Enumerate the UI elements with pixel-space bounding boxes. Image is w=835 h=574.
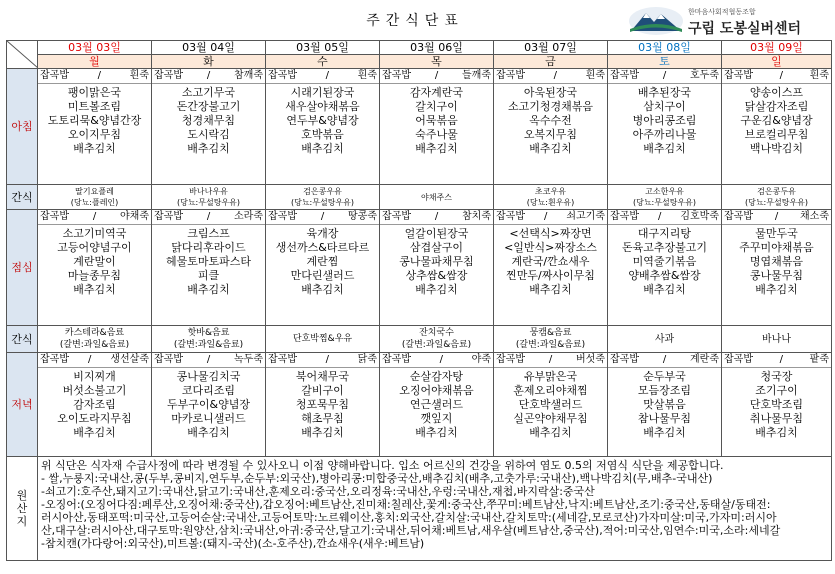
snack-name: 핫바&음료 bbox=[187, 328, 230, 338]
dish: 배추김치 bbox=[529, 283, 572, 296]
snack-name: 단호박찜&우유 bbox=[292, 334, 353, 344]
weekday-cell: 화 bbox=[152, 55, 266, 69]
meal-cell bbox=[152, 210, 266, 326]
dish: 배추김치 bbox=[73, 283, 116, 296]
date-cell: 03월 09일 bbox=[722, 41, 832, 55]
snack-cell bbox=[722, 326, 832, 353]
dish: 배추김치 bbox=[73, 142, 116, 155]
dish: 청경채무침 bbox=[181, 114, 236, 127]
dish: 찐만두/짜사이무침 bbox=[506, 269, 595, 282]
snack-cell bbox=[266, 185, 380, 210]
origin-label: 원산지 bbox=[7, 457, 38, 561]
meal-cell bbox=[38, 353, 152, 457]
rice-header: 잡곡밥 / 흰죽 bbox=[38, 69, 151, 84]
date-cell: 03월 06일 bbox=[380, 41, 494, 55]
snack-name: 딸기요플레 bbox=[75, 187, 114, 196]
snack-note: (당뇨:플레인) bbox=[70, 198, 119, 207]
dish: 오이지무침 bbox=[67, 128, 122, 141]
dish: 배추김치 bbox=[187, 283, 230, 296]
dish: 브로컬리무침 bbox=[744, 128, 809, 141]
dish: 해초무침 bbox=[301, 412, 344, 425]
dish: 배추김치 bbox=[301, 426, 344, 439]
dish: 유부맑은국 bbox=[523, 370, 578, 383]
meal-cell bbox=[152, 353, 266, 457]
dish: 북어채무국 bbox=[295, 370, 350, 383]
center-name: 구립 도봉실버센터 bbox=[688, 21, 802, 37]
breakfast-row bbox=[7, 69, 832, 185]
dish: 훈제오리야채찜 bbox=[513, 384, 588, 397]
dish: 옥수수전 bbox=[529, 114, 572, 127]
dish: 계란찜 bbox=[306, 255, 339, 268]
mountain-logo-icon bbox=[628, 5, 684, 35]
dish: 배추김치 bbox=[301, 142, 344, 155]
dish: 소고기청경채볶음 bbox=[507, 100, 593, 113]
rice-header: 잡곡밥 / 소라죽 bbox=[152, 210, 265, 225]
snack-cell bbox=[152, 185, 266, 210]
afternoon-snack-row bbox=[7, 326, 832, 353]
snack-cell bbox=[494, 326, 608, 353]
snack-label: 간식 bbox=[7, 185, 38, 210]
dish: 만다린샐러드 bbox=[290, 269, 355, 282]
dish: 감자계란국 bbox=[409, 86, 464, 99]
dish: 배추김치 bbox=[187, 426, 230, 439]
dish: 돈간장불고기 bbox=[176, 100, 241, 113]
origin-line: 러시아산,동태포떡:미국산,고등어순살:국내산,고등어토막:노르웨이산,홍치:외국산,갈치살:국내산,갈치토막:(세네갈,모로코산)가자미살:미국,가자미:러시아 bbox=[41, 511, 777, 524]
dish: 청포묵무침 bbox=[295, 398, 350, 411]
dish: 도시락김 bbox=[187, 128, 230, 141]
dish: 육개장 bbox=[306, 227, 339, 240]
dish: 구운김&양념장 bbox=[740, 114, 813, 127]
dish: 오징어야채볶음 bbox=[399, 384, 474, 397]
lunch-label: 점심 bbox=[7, 210, 38, 326]
snack-note: (당뇨:무설탕우유) bbox=[290, 198, 355, 207]
dish: 오복지무침 bbox=[523, 128, 578, 141]
page-title: 주간식단표 bbox=[366, 13, 464, 29]
rice-header: 잡곡밥 / 생선살죽 bbox=[38, 353, 151, 368]
origin-line: - 쌀,누룽지:국내산,콩(두부,콩비지,연두부,순두부:외국산),병아리콩:미합중국산,배추김치(배추,고춧가루:국내산),백나박김치(무,배추-국내산) bbox=[41, 472, 713, 485]
dish: <일반식>짜장소스 bbox=[504, 241, 597, 254]
dish: 실곤약야채무침 bbox=[513, 412, 588, 425]
meal-cell bbox=[722, 353, 832, 457]
weekday-cell: 목 bbox=[380, 55, 494, 69]
dish: 배추김치 bbox=[415, 283, 458, 296]
snack-note: (갈변:과일&음료) bbox=[59, 340, 130, 350]
dish: 갈비구이 bbox=[301, 384, 344, 397]
snack-cell bbox=[380, 326, 494, 353]
dish: 대구지리탕 bbox=[637, 227, 692, 240]
meal-cell bbox=[608, 353, 722, 457]
snack-name: 바나나우유 bbox=[189, 187, 228, 196]
snack-name: 검은콩두유 bbox=[757, 187, 796, 196]
dish: 병아리콩조림 bbox=[632, 114, 697, 127]
dish: 시래기된장국 bbox=[290, 86, 355, 99]
date-cell: 03월 07일 bbox=[494, 41, 608, 55]
dish: 소고기미역국 bbox=[62, 227, 127, 240]
snack-name: 검은콩우유 bbox=[303, 187, 342, 196]
rice-header: 잡곡밥 / 땅콩죽 bbox=[266, 210, 379, 225]
dish: 순두부국 bbox=[643, 370, 686, 383]
dish: 코다리조림 bbox=[181, 384, 236, 397]
dish: 취나물무침 bbox=[749, 412, 804, 425]
dish: 상추쌈&쌈장 bbox=[405, 269, 468, 282]
dish: 마늘종무침 bbox=[67, 269, 122, 282]
snack-note: (당뇨:무설탕우유) bbox=[744, 198, 809, 207]
dish: 주꾸미야채볶음 bbox=[739, 241, 814, 254]
dish: 배추된장국 bbox=[637, 86, 692, 99]
meal-cell bbox=[494, 210, 608, 326]
dish: 미역줄기볶음 bbox=[632, 255, 697, 268]
dish: 콩나물김치국 bbox=[176, 370, 241, 383]
dish: 두부구이&양념장 bbox=[167, 398, 250, 411]
dish: 콩나물파채무침 bbox=[399, 255, 474, 268]
snack-name: 카스테라&음료 bbox=[64, 328, 125, 338]
meal-cell bbox=[722, 210, 832, 326]
rice-header: 잡곡밥 / 야채죽 bbox=[38, 210, 151, 225]
meal-cell bbox=[494, 353, 608, 457]
dish: 피클 bbox=[197, 269, 220, 282]
meal-cell bbox=[38, 69, 152, 185]
date-cell: 03월 05일 bbox=[266, 41, 380, 55]
weekly-menu-table bbox=[6, 40, 832, 561]
meal-cell bbox=[266, 353, 380, 457]
meal-cell bbox=[494, 69, 608, 185]
snack-note: (당뇨:흰우유) bbox=[526, 198, 575, 207]
dish: 배추김치 bbox=[187, 142, 230, 155]
dish: 비지찌개 bbox=[73, 370, 116, 383]
rice-header: 잡곡밥 / 계란죽 bbox=[608, 353, 721, 368]
dish: <선택식>짜장면 bbox=[509, 227, 592, 240]
dish: 아욱된장국 bbox=[523, 86, 578, 99]
rice-header: 잡곡밥 / 흰죽 bbox=[722, 69, 831, 84]
rice-header: 잡곡밥 / 채소죽 bbox=[722, 210, 831, 225]
dish: 배추김치 bbox=[415, 142, 458, 155]
dish: 배추김치 bbox=[529, 426, 572, 439]
snack-cell bbox=[380, 185, 494, 210]
snack-cell bbox=[494, 185, 608, 210]
meal-cell bbox=[608, 210, 722, 326]
dish: 양배추쌈&쌈장 bbox=[628, 269, 701, 282]
dinner-label: 저녁 bbox=[7, 353, 38, 457]
dish: 얼갈이된장국 bbox=[404, 227, 469, 240]
dish: 계란말이 bbox=[73, 255, 116, 268]
rice-header: 잡곡밥 / 참치죽 bbox=[380, 210, 493, 225]
dish: 깻잎지 bbox=[420, 412, 453, 425]
meal-cell bbox=[722, 69, 832, 185]
rice-header: 잡곡밥 / 쇠고기죽 bbox=[494, 210, 607, 225]
snack-cell bbox=[608, 326, 722, 353]
dish: 배추김치 bbox=[643, 283, 686, 296]
rice-header: 잡곡밥 / 호두죽 bbox=[608, 69, 721, 84]
dish: 감자조림 bbox=[73, 398, 116, 411]
rice-header: 잡곡밥 / 흰죽 bbox=[494, 69, 607, 84]
origin-line: -오징어:(오징어다짐:페루산,오징어채:중국산),갑오징어:베트남산,진미채:칠레산,꽃게:중국산,쭈꾸미:베트남산,낙지:베트남산,조기:중국산,동태살/동태전: bbox=[41, 498, 771, 511]
dish: 소고기무국 bbox=[181, 86, 236, 99]
snack-name: 뭉캠&음료 bbox=[529, 328, 572, 338]
meal-cell bbox=[608, 69, 722, 185]
rice-header: 잡곡밥 / 팥죽 bbox=[722, 353, 831, 368]
dish: 헤물토마토파스타 bbox=[165, 255, 251, 268]
dish: 고등어양념구이 bbox=[57, 241, 132, 254]
dish: 버섯소불고기 bbox=[62, 384, 127, 397]
meal-cell bbox=[266, 210, 380, 326]
snack-cell bbox=[152, 326, 266, 353]
rice-header: 잡곡밥 / 녹두죽 bbox=[152, 353, 265, 368]
meal-cell bbox=[152, 69, 266, 185]
dish: 청국장 bbox=[760, 370, 793, 383]
origin-line: -참치캔(가다랑어:외국산),미트볼:(돼지-국산)(소-호주산),깐쇼새우(새우:베트남) bbox=[41, 537, 425, 550]
dish: 닭살감자조림 bbox=[744, 100, 809, 113]
corner-cell bbox=[7, 41, 38, 69]
weekday-cell: 월 bbox=[38, 55, 152, 69]
dish: 모듬장조림 bbox=[637, 384, 692, 397]
snack-name: 초코우유 bbox=[535, 187, 566, 196]
dish: 배추김치 bbox=[301, 283, 344, 296]
origin-line: 산,대구살:러시아산,대구토막:원양산,삼치:국내산,아귀:중국산,달고기:국내산,뒤어채:베트남,새우살(베트남산,중국산),적어:미국산,임연수:미국,소라:세네갈 bbox=[41, 524, 781, 537]
snack-name: 잔치국수 bbox=[419, 328, 454, 338]
rice-header: 잡곡밥 / 야죽 bbox=[380, 353, 493, 368]
origin-line: 위 식단은 식자재 수급사정에 따라 변경될 수 있사오니 이점 양해바랍니다. 입소 어르신의 건강을 위하여 염도 0.5의 저염식 식단을 제공합니다. bbox=[41, 459, 724, 472]
dish: 물만두국 bbox=[755, 227, 798, 240]
dish: 배추김치 bbox=[73, 426, 116, 439]
snack-name: 야채주스 bbox=[421, 192, 452, 202]
snack-note: (갈변:과일&음료) bbox=[515, 340, 586, 350]
snack-name: 사과 bbox=[654, 333, 675, 345]
dish: 연근샐러드 bbox=[409, 398, 464, 411]
dish: 삼겹살구이 bbox=[409, 241, 464, 254]
weekday-row bbox=[7, 55, 832, 69]
dish: 숙주나물 bbox=[415, 128, 458, 141]
dish: 배추김치 bbox=[643, 426, 686, 439]
rice-header: 잡곡밥 / 흰죽 bbox=[266, 69, 379, 84]
dish: 갈치구이 bbox=[415, 100, 458, 113]
dish: 팽이맑은국 bbox=[67, 86, 122, 99]
dish: 콩나물무침 bbox=[749, 269, 804, 282]
meal-cell bbox=[380, 210, 494, 326]
cooperative-name: 한마음사회적협동조합 bbox=[688, 8, 756, 16]
snack-cell bbox=[38, 185, 152, 210]
date-cell: 03월 03일 bbox=[38, 41, 152, 55]
weekday-cell: 토 bbox=[608, 55, 722, 69]
date-cell: 03월 04일 bbox=[152, 41, 266, 55]
dish: 순살감자탕 bbox=[409, 370, 464, 383]
snack-name: 바나나 bbox=[762, 333, 791, 345]
snack-name: 고소한우유 bbox=[645, 187, 684, 196]
dish: 마카로니샐러드 bbox=[171, 412, 246, 425]
dish: 호박볶음 bbox=[301, 128, 344, 141]
meal-cell bbox=[38, 210, 152, 326]
snack-note: (갈변:과일&음료) bbox=[173, 340, 244, 350]
dish: 배추김치 bbox=[415, 426, 458, 439]
dish: 새우살야채볶음 bbox=[285, 100, 360, 113]
weekday-cell: 금 bbox=[494, 55, 608, 69]
snack-cell bbox=[608, 185, 722, 210]
dish: 도토리묵&양념간장 bbox=[47, 114, 142, 127]
origin-row bbox=[7, 457, 832, 561]
snack-note: (당뇨:무설탕우유) bbox=[632, 198, 697, 207]
dish: 참나물무침 bbox=[637, 412, 692, 425]
lunch-row bbox=[7, 210, 832, 326]
snack-cell bbox=[266, 326, 380, 353]
date-row bbox=[7, 41, 832, 55]
dish: 계란국/깐쇼새우 bbox=[511, 255, 590, 268]
dish: 어묵볶음 bbox=[415, 114, 458, 127]
dish: 백나박김치 bbox=[749, 142, 804, 155]
origin-line: -쇠고기:호주산,돼지고기:국내산,닭고기:국내산,훈제오리:중국산,오리정육:국내산,우렁:국내산,재첩,바지락살:중국산 bbox=[41, 485, 595, 498]
dish: 삼치구이 bbox=[643, 100, 686, 113]
snack-label: 간식 bbox=[7, 326, 38, 353]
breakfast-label: 아침 bbox=[7, 69, 38, 185]
dish: 배추김치 bbox=[643, 142, 686, 155]
snack-cell bbox=[38, 326, 152, 353]
snack-note: (당뇨:무설탕우유) bbox=[176, 198, 241, 207]
meal-cell bbox=[380, 69, 494, 185]
weekday-cell: 수 bbox=[266, 55, 380, 69]
dish: 오이도라지무침 bbox=[57, 412, 132, 425]
dish: 맛살볶음 bbox=[643, 398, 686, 411]
dish: 미트볼조림 bbox=[67, 100, 122, 113]
dish: 명엽채볶음 bbox=[749, 255, 804, 268]
snack-note: (갈변:과일&음료) bbox=[401, 340, 472, 350]
dish: 닭다리후라이드 bbox=[171, 241, 246, 254]
dinner-row bbox=[7, 353, 832, 457]
meal-cell bbox=[380, 353, 494, 457]
logo bbox=[628, 5, 833, 35]
snack-cell bbox=[722, 185, 832, 210]
dish: 크림스프 bbox=[187, 227, 230, 240]
dish: 아주까리나물 bbox=[632, 128, 697, 141]
dish: 단호박조림 bbox=[749, 398, 804, 411]
rice-header: 잡곡밥 / 버섯죽 bbox=[494, 353, 607, 368]
date-cell: 03월 08일 bbox=[608, 41, 722, 55]
rice-header: 잡곡밥 / 참깨죽 bbox=[152, 69, 265, 84]
dish: 조기구이 bbox=[755, 384, 798, 397]
dish: 배추김치 bbox=[755, 426, 798, 439]
dish: 돈육고추장불고기 bbox=[621, 241, 707, 254]
dish: 단호박샐러드 bbox=[518, 398, 583, 411]
rice-header: 잡곡밥 / 들깨죽 bbox=[380, 69, 493, 84]
meal-cell bbox=[266, 69, 380, 185]
dish: 생선까스&타르타르 bbox=[275, 241, 370, 254]
dish: 양송이스프 bbox=[749, 86, 804, 99]
weekday-cell: 일 bbox=[722, 55, 832, 69]
dish: 배추김치 bbox=[529, 142, 572, 155]
dish: 연두부&양념장 bbox=[286, 114, 359, 127]
diagonal-line-icon bbox=[7, 41, 38, 68]
origin-notes bbox=[38, 457, 832, 561]
rice-header: 잡곡밥 / 닭죽 bbox=[266, 353, 379, 368]
dish: 배추김치 bbox=[755, 283, 798, 296]
morning-snack-row bbox=[7, 185, 832, 210]
rice-header: 잡곡밥 / 김호박죽 bbox=[608, 210, 721, 225]
